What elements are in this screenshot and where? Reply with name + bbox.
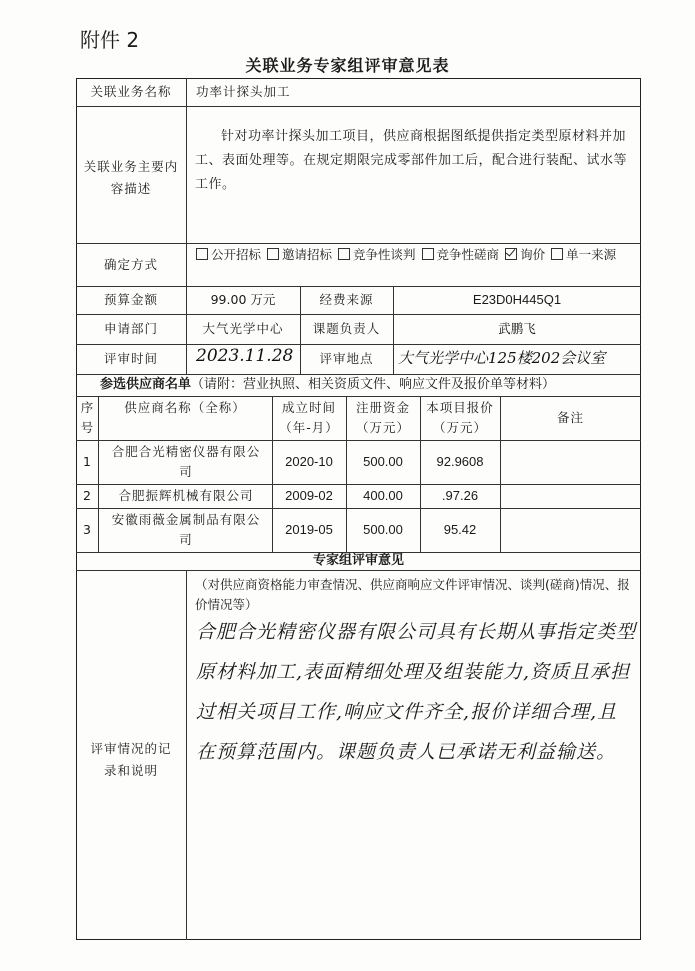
content-description: 针对功率计探头加工项目，供应商根据图纸提供指定类型原材料并加工、表面处理等。在规定期限完成零部件加工后，配合进行装配、试水等工作。	[195, 129, 628, 192]
method-label: 确定方式	[103, 257, 158, 272]
business-name-value: 功率计探头加工	[196, 84, 291, 99]
budget-label: 预算金额	[103, 292, 158, 307]
suppliers-header	[100, 375, 555, 395]
review-place-label: 评审地点	[319, 351, 374, 366]
review-form-table	[76, 78, 641, 940]
review-time-label: 评审时间	[103, 351, 158, 366]
opinion-handwritten: 合肥合光精密仪器有限公司具有长期从事指定类型原材料加工,表面精细处理及组装能力,资质且承担过相关项目工作,响应文件齐全,报价详细合理,且在预算范围内。课题负责人已承诺无利益输送。	[196, 621, 637, 763]
business-name-label: 关联业务名称	[90, 84, 172, 99]
row-divider	[76, 286, 641, 287]
method-option-label: 竞争性谈判	[353, 247, 416, 262]
method-option	[422, 244, 500, 265]
supplier-capital: 500.00	[363, 454, 403, 469]
opinion-header: 专家组评审意见	[312, 553, 404, 568]
supplier-seq: 1	[83, 454, 91, 469]
col-remark-header: 备注	[556, 410, 584, 425]
col-capital-header: 注册资金（万元）	[355, 400, 410, 435]
row-divider	[76, 570, 641, 571]
leader-value: 武鹏飞	[498, 321, 536, 336]
row-divider	[76, 344, 641, 345]
suppliers-header-note: （请附：营业执照、相关资质文件、响应文件及报价单等材料）	[191, 377, 556, 392]
unchecked-box-icon[interactable]	[338, 248, 350, 260]
row-divider	[76, 440, 641, 441]
method-option-label: 询价	[520, 247, 546, 262]
unchecked-box-icon[interactable]	[196, 248, 208, 260]
row-divider	[76, 396, 641, 397]
row-divider	[76, 106, 641, 107]
method-option-label: 邀请招标	[282, 247, 333, 262]
fund-label: 经费来源	[319, 292, 374, 307]
budget-value: 99.00 万元	[210, 292, 276, 307]
method-option	[196, 244, 261, 265]
row-divider	[76, 508, 641, 509]
method-option	[338, 244, 416, 265]
supplier-quote: .97.26	[441, 488, 479, 503]
col-founded-header: 成立时间（年-月）	[279, 400, 339, 435]
unchecked-box-icon[interactable]	[422, 248, 434, 260]
leader-label: 课题负责人	[312, 321, 381, 336]
method-option-label: 单一来源	[566, 247, 617, 262]
col-quote-header: 本项目报价（万元）	[426, 400, 494, 435]
review-time-value: 2023.11.28	[196, 346, 294, 366]
unchecked-box-icon[interactable]	[267, 248, 279, 260]
supplier-quote: 92.9608	[436, 454, 484, 469]
content-label: 关联业务主要内容描述	[83, 159, 179, 196]
department-value: 大气光学中心	[202, 321, 284, 336]
supplier-founded: 2009-02	[285, 488, 333, 503]
col-seq-header: 序号	[80, 400, 94, 435]
supplier-name: 安徽雨薇金属制品有限公司	[111, 512, 261, 547]
col-divider	[186, 570, 187, 940]
supplier-quote: 95.42	[443, 522, 477, 537]
col-divider	[98, 396, 99, 552]
method-option	[505, 244, 545, 265]
attachment-number: 附件 2	[80, 28, 140, 52]
method-option-label: 竞争性磋商	[436, 247, 500, 262]
supplier-capital: 500.00	[363, 522, 403, 537]
form-title: 关联业务专家组评审意见表	[245, 56, 450, 75]
supplier-name: 合肥合光精密仪器有限公司	[111, 444, 261, 479]
supplier-seq: 3	[83, 522, 91, 537]
method-option-label: 公开招标	[211, 247, 262, 262]
supplier-founded: 2020-10	[285, 454, 333, 469]
opinion-label: 评审情况的记录和说明	[90, 741, 172, 778]
fund-value: E23D0H445Q1	[472, 292, 562, 307]
department-label: 申请部门	[103, 321, 158, 336]
row-divider	[76, 484, 641, 485]
col-name-header: 供应商名称（全称）	[124, 400, 246, 415]
method-option	[267, 244, 332, 265]
suppliers-title: 参选供应商名单	[100, 377, 192, 392]
checked-box-icon[interactable]	[505, 248, 517, 260]
row-divider	[76, 314, 641, 315]
method-options	[196, 244, 636, 265]
supplier-name: 合肥振辉机械有限公司	[118, 488, 254, 503]
opinion-note: （对供应商资格能力审查情况、供应商响应文件评审情况、谈判(磋商)情况、报价情况等）	[195, 577, 630, 612]
supplier-capital: 400.00	[363, 488, 403, 503]
supplier-founded: 2019-05	[285, 522, 333, 537]
method-option	[551, 244, 616, 265]
supplier-seq: 2	[83, 488, 91, 503]
unchecked-box-icon[interactable]	[551, 248, 563, 260]
review-place-value: 大气光学中心125楼202会议室	[398, 349, 606, 367]
